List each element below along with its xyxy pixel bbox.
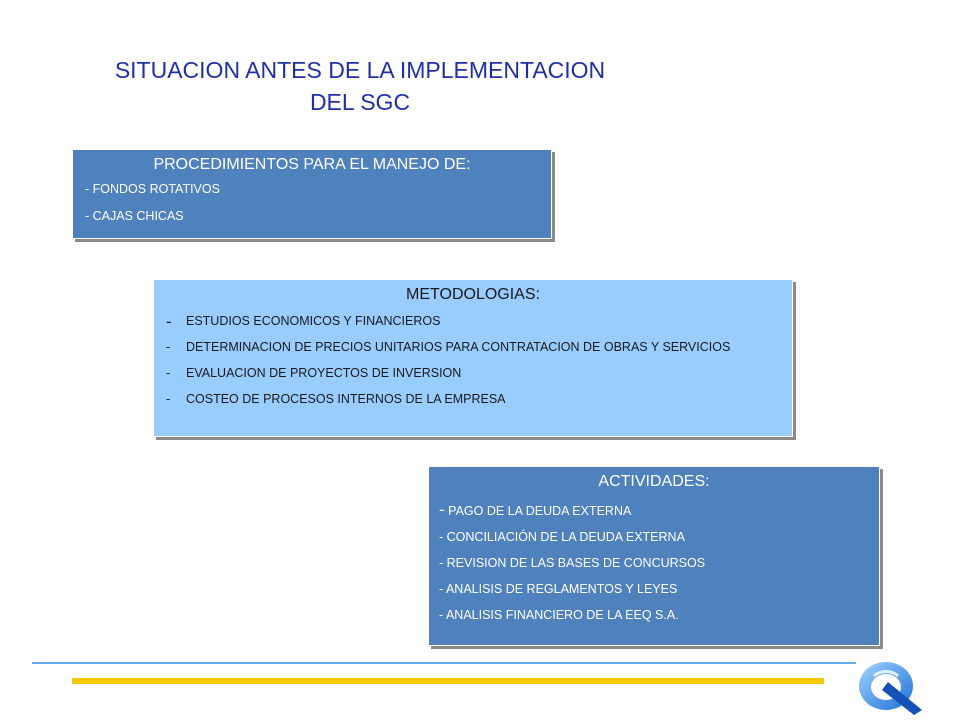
procedimientos-heading: PROCEDIMIENTOS PARA EL MANEJO DE: (153, 156, 471, 173)
list-dash: - (439, 608, 444, 622)
list-item: - CAJAS CHICAS (85, 209, 184, 223)
list-item-text: EVALUACION DE PROYECTOS DE INVERSION (186, 366, 462, 380)
list-item (439, 608, 869, 623)
metodologias-heading: METODOLOGIAS: (406, 286, 540, 303)
list-item-text: DETERMINACION DE PRECIOS UNITARIOS PARA CONTRATACION DE OBRAS Y SERVICIOS (186, 340, 731, 354)
q-logo-icon (852, 652, 928, 716)
metodologias-box (153, 279, 793, 437)
list-item-text: COSTEO DE PROCESOS INTERNOS DE LA EMPRESA (186, 392, 506, 406)
list-item-text: ESTUDIOS ECONOMICOS Y FINANCIEROS (186, 314, 441, 328)
list-dash: - (439, 500, 445, 519)
actividades-list (439, 502, 869, 623)
list-dash: - (166, 392, 171, 406)
list-item (439, 582, 869, 597)
list-item-text: ANALISIS DE REGLAMENTOS Y LEYES (445, 582, 678, 596)
list-dash: - (439, 582, 444, 596)
list-item (439, 530, 869, 545)
list-item (439, 556, 869, 571)
list-item-text: PAGO DE LA DEUDA EXTERNA (448, 504, 632, 518)
actividades-box (428, 466, 880, 646)
list-item-text: ANALISIS FINANCIERO DE LA EEQ S.A. (445, 608, 679, 622)
metodologias-list (166, 314, 780, 407)
list-item (166, 340, 780, 355)
list-dash: - (166, 366, 171, 380)
actividades-heading: ACTIVIDADES: (598, 473, 710, 490)
procedimientos-list (85, 182, 539, 224)
slide-title-line-1: SITUACION ANTES DE LA IMPLEMENTACION (114, 57, 606, 83)
footer-yellow-rule (72, 678, 824, 684)
list-item (166, 314, 780, 329)
list-item (166, 366, 780, 381)
list-dash: - (166, 312, 172, 331)
list-dash: - (166, 340, 171, 354)
footer-blue-rule (32, 662, 856, 664)
slide-title-line-2: DEL SGC (309, 89, 411, 115)
slide-title (60, 54, 660, 118)
list-item-text: REVISION DE LAS BASES DE CONCURSOS (446, 556, 706, 570)
list-item: - FONDOS ROTATIVOS (85, 182, 220, 196)
procedimientos-box (72, 149, 552, 239)
list-dash: - (439, 556, 444, 570)
list-item-text: CONCILIACIÓN DE LA DEUDA EXTERNA (446, 530, 685, 544)
list-dash: - (439, 530, 444, 544)
list-item (439, 502, 869, 519)
list-item (166, 392, 780, 407)
